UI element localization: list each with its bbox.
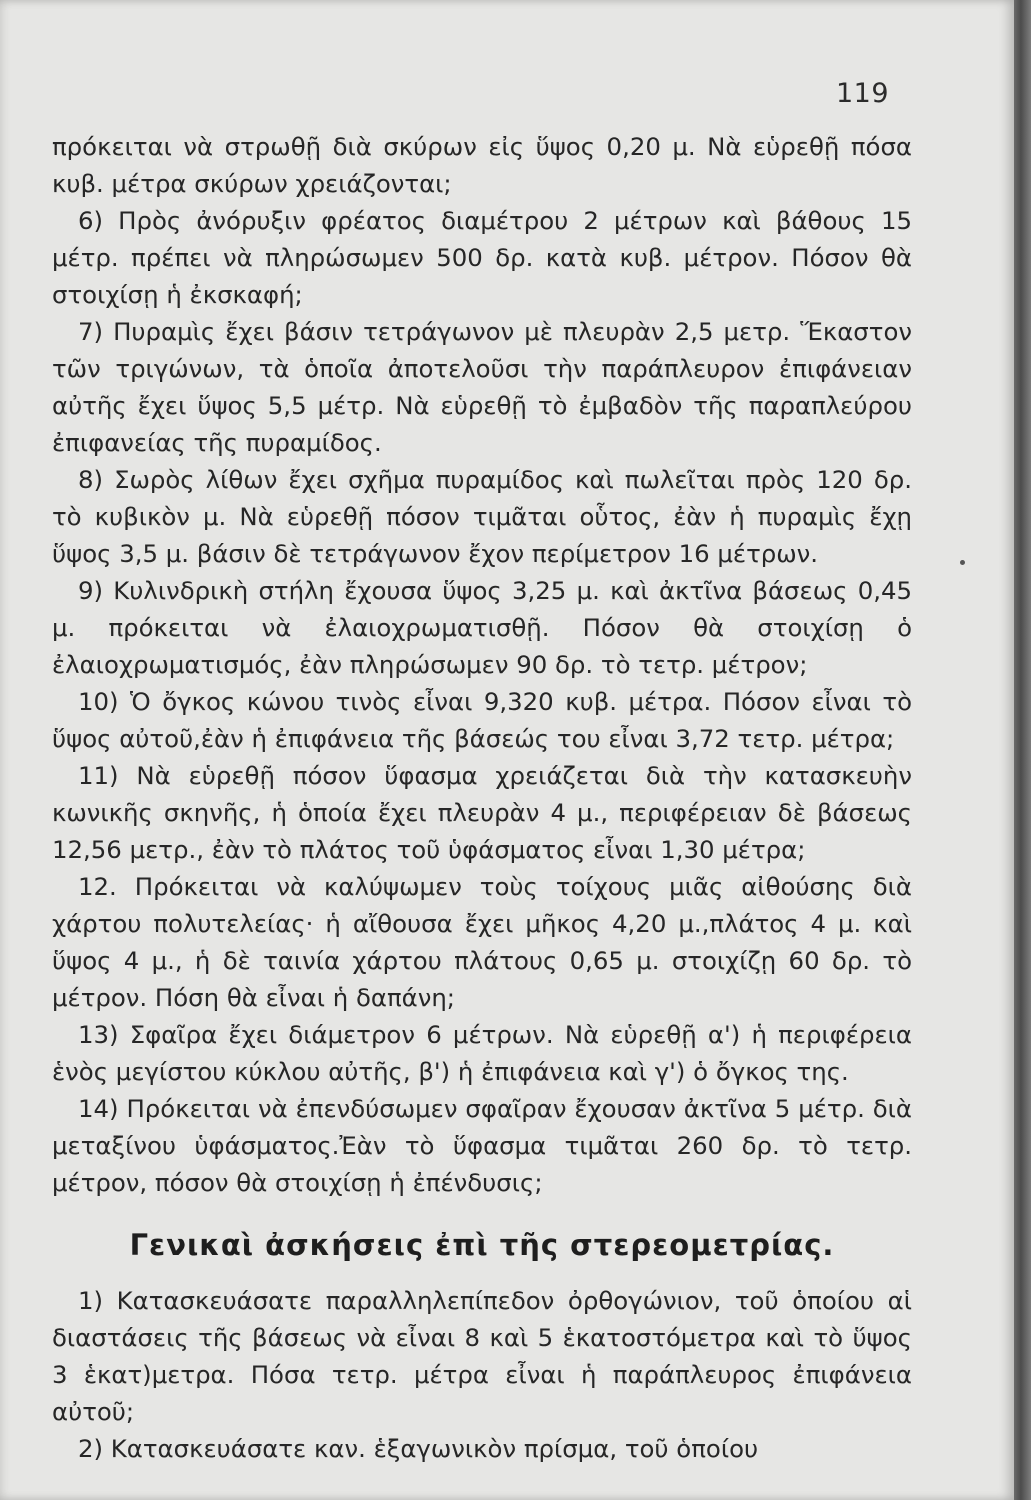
general-exercise-2: 2) Κατασκευάσατε καν. ἑξαγωνικὸν πρίσμα, τοῦ ὁποίου [78,1434,759,1463]
exercise-9: 9) Κυλινδρικὴ στήλη ἔχουσα ὕψος 3,25 μ. καὶ ἀκτῖνα βάσεως 0,45 μ. πρόκειται νὰ ἐλαιοχρωματισθῇ. Πόσον θὰ στοιχίσῃ ὁ ἐλαιοχρωματισμός, ἐὰν πληρώσωμεν 90 δρ. τὸ τετρ. μέτρον; [52,576,912,679]
ink-speck [960,560,965,565]
exercise-7: 7) Πυραμὶς ἔχει βάσιν τετράγωνον μὲ πλευρὰν 2,5 μετρ. Ἕκαστον τῶν τριγώνων, τὰ ὁποῖα ἀποτελοῦσι τὴν παράπλευρον ἐπιφάνειαν αὐτῆς ἔχει ὕψος 5,5 μέτρ. Νὰ εὑρεθῇ τὸ ἐμβαδὸν τῆς παραπλεύρου ἐπιφανείας τῆς πυραμίδος. [52,317,912,457]
exercise-12: 12. Πρόκειται νὰ καλύψωμεν τοὺς τοίχους μιᾶς αἰθούσης διὰ χάρτου πολυτελείας· ἡ αἴθουσα ἔχει μῆκος 4,20 μ.,πλάτος 4 μ. καὶ ὕψος 4 μ., ἡ δὲ ταινία χάρτου πλάτους 0,65 μ. στοιχίζῃ 60 δρ. τὸ μέτρον. Πόση θὰ εἶναι ἡ δαπάνη; [52,872,912,1012]
page-number: 119 [836,78,890,109]
exercise-13: 13) Σφαῖρα ἔχει διάμετρον 6 μέτρων. Νὰ εὑρεθῇ α') ἡ περιφέρεια ἑνὸς μεγίστου κύκλου αὐτῆς, β') ἡ ἐπιφάνεια καὶ γ') ὁ ὄγκος της. [52,1020,912,1086]
page-text [52,128,912,1467]
general-exercise-1: 1) Κατασκευάσατε παραλληλεπίπεδον ὀρθογώνιον, τοῦ ὁποίου αἱ διαστάσεις τῆς βάσεως νὰ εἶναι 8 καὶ 5 ἑκατοστόμετρα καὶ τὸ ὕψος 3 ἑκατ)μετρα. Πόσα τετρ. μέτρα εἶναι ἡ παράπλευρος ἐπιφάνεια αὐτοῦ; [52,1286,912,1426]
exercise-14: 14) Πρόκειται νὰ ἐπενδύσωμεν σφαῖραν ἔχουσαν ἀκτῖνα 5 μέτρ. διὰ μεταξίνου ὑφάσματος.Ἐὰν τὸ ὕφασμα τιμᾶται 260 δρ. τὸ τετρ. μέτρον, πόσον θὰ στοιχίσῃ ἡ ἐπένδυσις; [52,1094,912,1197]
exercise-6: 6) Πρὸς ἀνόρυξιν φρέατος διαμέτρου 2 μέτρων καὶ βάθους 15 μέτρ. πρέπει νὰ πληρώσωμεν 500 δρ. κατὰ κυβ. μέτρον. Πόσον θὰ στοιχίσῃ ἡ ἐκσκαφή; [52,206,912,309]
page-edge [1014,0,1031,1500]
section-heading: Γενικαὶ ἀσκήσεις ἐπὶ τῆς στερεομετρίας. [129,1228,835,1262]
exercise-8: 8) Σωρὸς λίθων ἔχει σχῆμα πυραμίδος καὶ πωλεῖται πρὸς 120 δρ. τὸ κυβικὸν μ. Νὰ εὑρεθῇ πόσον τιμᾶται οὗτος, ἐὰν ἡ πυραμὶς ἔχῃ ὕψος 3,5 μ. βάσιν δὲ τετράγωνον ἔχον περίμετρον 16 μέτρων. [52,465,912,568]
exercise-continuation: πρόκειται νὰ στρωθῇ διὰ σκύρων εἰς ὕψος 0,20 μ. Νὰ εὑρεθῇ πόσα κυβ. μέτρα σκύρων χρειάζονται; [52,132,912,198]
exercise-11: 11) Νὰ εὑρεθῇ πόσον ὕφασμα χρειάζεται διὰ τὴν κατασκευὴν κωνικῆς σκηνῆς, ἡ ὁποία ἔχει πλευρὰν 4 μ., περιφέρειαν δὲ βάσεως 12,56 μετρ., ἐὰν τὸ πλάτος τοῦ ὑφάσματος εἶναι 1,30 μέτρα; [52,761,912,864]
exercise-10: 10) Ὁ ὄγκος κώνου τινὸς εἶναι 9,320 κυβ. μέτρα. Πόσον εἶναι τὸ ὕψος αὐτοῦ,ἐὰν ἡ ἐπιφάνεια τῆς βάσεώς του εἶναι 3,72 τετρ. μέτρα; [52,687,912,753]
